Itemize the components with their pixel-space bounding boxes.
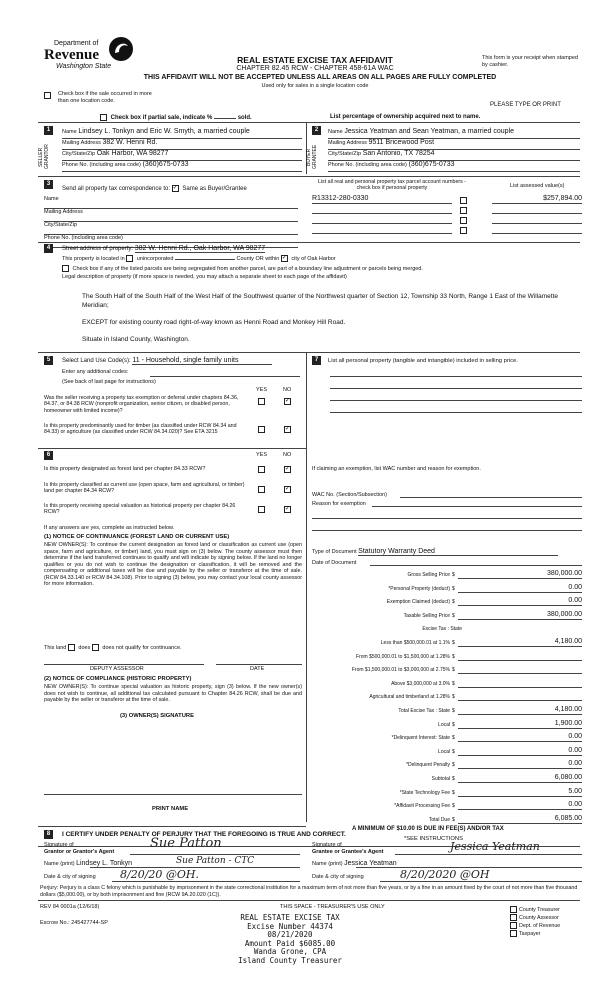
seller-city-label: City/State/Zip xyxy=(62,151,96,157)
segregated-row xyxy=(62,265,423,272)
assessed-header: List assessed value(s) xyxy=(510,183,565,189)
does-not-checkbox[interactable] xyxy=(92,644,99,651)
sec6-q2-yes-checkbox[interactable] xyxy=(258,486,265,493)
sec6-q2: Is this property classified as current use (open space, farm and agricultural, or timber) land per chapter 84.34 RCW? xyxy=(44,482,245,495)
notice1-text: NEW OWNER(S): To continue the current designation as forest land or classification as current use (open space, farm and agriculture, or timber) land, you must sign on (3) below. The county assessor must then determine if the land transferred continues to qualify and will indicate by signing below. If the land no longer qualifies or you do not wish to continue the designation or classification, it will be removed and the compensating or additional taxes will be due and payable by the seller or transferor at the time of sale. (RCW 84.33.140 or RCW 84.34.108). Prior to signing (3) below, you may contact your local county assessor for more information. xyxy=(44,542,302,587)
unincorporated-checkbox[interactable] xyxy=(126,255,133,262)
rev-number: REV 84 0001a (12/6/18) xyxy=(40,904,100,910)
minimum-due: A MINIMUM OF $10.00 IS DUE IN FEE(S) AND/OR TAX xyxy=(352,826,504,832)
tax-row xyxy=(310,720,582,729)
doc-date-label: Date of Document xyxy=(312,560,357,566)
notice1-title: (1) NOTICE OF CONTINUANCE (FOREST LAND OR CURRENT USE) xyxy=(44,534,230,540)
copy-assessor: County Assessor xyxy=(519,914,559,921)
treasurer-stamp xyxy=(190,914,390,965)
stamp-line-1: REAL ESTATE EXCISE TAX xyxy=(240,913,340,922)
sec6-q3: Is this property receiving special valuation as historical property per chapter 84.26 RCW? xyxy=(44,503,236,516)
tax-row-dollar: $ xyxy=(452,708,455,714)
seller-side-label: SELLER GRANTOR xyxy=(38,144,50,170)
tax-row-value[interactable]: 0.00 xyxy=(458,597,582,606)
assessed-value[interactable]: $257,894.00 xyxy=(492,195,582,204)
does-not-label: does not qualify for continuance. xyxy=(102,644,182,651)
sec5-q2-yes-checkbox[interactable] xyxy=(258,426,265,433)
owner-signature-label: (3) OWNER(S) SIGNATURE xyxy=(120,713,194,719)
exemption-label: If claiming an exemption, list WAC number and reason for exemption. xyxy=(312,466,481,472)
corr-name-label: Name xyxy=(44,196,59,202)
tax-row xyxy=(310,747,582,756)
grantee-date-city[interactable]: 8/20/2020 @OH xyxy=(400,868,490,881)
seller-name[interactable]: Lindsey L. Tonkyn and Eric W. Smyth, a married couple xyxy=(78,128,250,135)
grantor-sig-label-2: Grantor or Grantor's Agent xyxy=(44,849,115,855)
grantee-sig-label-2: Grantee or Grantee's Agent xyxy=(312,849,384,855)
tax-row-label: From $500,000.01 to $1,500,000 at 1.28% xyxy=(356,653,450,660)
grantee-name-label: Name (print) xyxy=(312,861,343,867)
tax-row-value[interactable] xyxy=(458,692,582,701)
ownership-note: List percentage of ownership acquired next to name. xyxy=(330,114,481,120)
land-qualify-label: This land xyxy=(44,644,67,651)
land-use-label: Select Land Use Code(s): xyxy=(62,358,131,364)
unincorporated-label: unincorporated xyxy=(136,255,174,262)
grantee-sig-label-1: Signature of xyxy=(312,842,342,848)
tax-row-label: *Personal Property (deduct) xyxy=(388,585,450,592)
notice2-text: NEW OWNER(S): To continue special valuation as historic property, sign (3) below. If the new owner(s) does not wish to continue, all additional tax calculated pursuant to Chapter 84.26 RCW, shall be due and payable by the seller or transferor at the time of sale. xyxy=(44,684,302,703)
grantor-sig-label-1: Signature of xyxy=(44,842,74,848)
additional-codes: Enter any additional codes: xyxy=(62,369,129,375)
legal-desc-3: Situate in Island County, Washington. xyxy=(82,336,190,343)
tax-row-value[interactable] xyxy=(458,652,582,661)
tax-row-value[interactable]: 5.00 xyxy=(458,788,582,797)
tax-row xyxy=(310,665,582,674)
section-1-number: 1 xyxy=(44,126,53,135)
logo-text-department: Department of xyxy=(54,40,99,47)
seller-city[interactable]: Oak Harbor, WA 98277 xyxy=(96,150,169,157)
tax-row xyxy=(310,679,582,688)
grantor-agent-name[interactable]: Sue Patton - CTC xyxy=(176,856,255,866)
tax-row-label: Taxable Selling Price xyxy=(403,612,450,619)
tax-row-dollar: $ xyxy=(452,735,455,742)
street-row xyxy=(62,245,265,252)
tax-row-value[interactable]: 0.00 xyxy=(458,747,582,756)
escrow-row xyxy=(40,920,108,926)
tax-row xyxy=(310,706,582,715)
tax-row-value[interactable]: 6,085.00 xyxy=(458,815,582,824)
city-of-label: city of Oak Harbor xyxy=(291,255,336,262)
tax-row xyxy=(310,733,582,742)
dor-logo xyxy=(40,36,140,72)
section-2-number: 2 xyxy=(312,126,321,135)
seller-phone[interactable]: (360)675-0733 xyxy=(142,161,189,168)
sec5-q1-no-checkbox[interactable] xyxy=(284,398,291,405)
copy-dor: Dept. of Revenue xyxy=(519,922,561,929)
buyer-city[interactable]: San Antonio, TX 78254 xyxy=(362,150,435,157)
street-label: Street address of property: xyxy=(62,246,134,252)
grantee-name[interactable]: Jessica Yeatman xyxy=(344,860,397,867)
multi-location-row xyxy=(44,91,154,105)
tax-row-dollar: $ xyxy=(452,612,455,619)
please-type: PLEASE TYPE OR PRINT xyxy=(490,102,561,108)
legal-desc-2: EXCEPT for existing county road right-of-way known as Henni Road and Monkey Hill Road. xyxy=(82,319,346,326)
if-yes-note: If any answers are yes, complete as instructed below. xyxy=(44,525,175,531)
tax-row-dollar: $ xyxy=(452,721,455,728)
buyer-phone[interactable]: (360)675-0733 xyxy=(408,161,455,168)
buyer-name[interactable]: Jessica Yeatman and Sean Yeatman, a married couple xyxy=(344,128,515,135)
grantee-signature-labels xyxy=(312,842,383,856)
partial-sale-label: Check box if partial sale, indicate % xyxy=(110,115,213,122)
parcel-4-checkbox[interactable] xyxy=(460,227,467,234)
sec5-q1: Was the seller receiving a property tax exemption or deferral under chapters 84.36, 84.37, or 84.38 RCW (nonprofit organization, senior citizen, or disabled person, homeowner with limited income)? xyxy=(44,395,239,414)
tax-row-dollar: $ xyxy=(452,667,455,674)
tax-row xyxy=(310,815,582,824)
land-use-code[interactable]: 11 - Household, single family units xyxy=(132,357,272,365)
tax-row-label: Exemption Claimed (deduct) xyxy=(386,599,450,606)
sec6-q3-yes-checkbox[interactable] xyxy=(258,506,265,513)
wac-label: WAC No. (Section/Subsection) xyxy=(312,492,387,498)
completion-warning: THIS AFFIDAVIT WILL NOT BE ACCEPTED UNLESS ALL AREAS ON ALL PAGES ARE FULLY COMPLETED xyxy=(143,74,497,81)
grantor-signature-labels xyxy=(44,842,114,856)
section-3-number: 3 xyxy=(44,180,53,189)
tax-row-dollar: $ xyxy=(452,803,455,810)
sec5-yes: YES xyxy=(256,387,268,393)
tax-row xyxy=(310,638,582,647)
tax-row-value[interactable]: 1,900.00 xyxy=(458,720,582,729)
single-location-note: Used only for sales in a single location code xyxy=(261,83,369,89)
copy-treasurer: County Treasurer xyxy=(519,906,560,913)
does-label: does xyxy=(78,644,91,651)
sec6-q1-no-checkbox[interactable] xyxy=(284,466,291,473)
same-as-buyer-label: Same as Buyer/Grantee xyxy=(182,186,247,193)
tax-row xyxy=(310,570,582,579)
section-7-number: 7 xyxy=(312,356,321,365)
stamp-line-5: Wanda Grone, CPA xyxy=(253,947,327,956)
tax-row-label: Less than $500,000.01 at 1.1% xyxy=(380,640,450,646)
notice2-title: (2) NOTICE OF COMPLIANCE (HISTORIC PROPERTY) xyxy=(44,676,192,682)
tax-row-label: Total Due xyxy=(428,816,450,823)
perjury-statement: Perjury: Perjury is a class C felony which is punishable by imprisonment in the state correctional institution for a maximum term of not more than five years, or by a fine in an amount fixed by the court of not more than five thousand dollars ($5,000.00), or by both imprisonment and fine (RCW 9A.20.020 (1C)). xyxy=(40,885,578,898)
corr-city-label: City/State/Zip xyxy=(44,222,78,228)
sec6-no: NO xyxy=(283,452,292,458)
same-as-buyer-checkbox[interactable] xyxy=(172,185,179,192)
tax-row xyxy=(310,611,582,620)
certify-statement: I CERTIFY UNDER PENALTY OF PERJURY THAT THE FOREGOING IS TRUE AND CORRECT. xyxy=(62,831,346,838)
tax-row-value[interactable]: 0.00 xyxy=(458,584,582,593)
tax-row-dollar: $ xyxy=(452,680,455,687)
tax-row xyxy=(310,652,582,661)
tax-row xyxy=(310,774,582,783)
seller-block xyxy=(62,128,302,172)
tax-row-value[interactable]: 4,180.00 xyxy=(458,638,582,647)
stamp-line-2: Excise Number 44374 xyxy=(247,921,333,931)
segregated-label: Check box if any of the listed parcels are being segregated from another parcel, are part of a boundary line adjustment or parcels being merged. xyxy=(72,265,423,272)
corr-address-label: Mailing Address xyxy=(44,209,83,215)
copy-taxpayer-checkbox[interactable] xyxy=(510,930,517,937)
tax-row xyxy=(310,624,582,633)
grantee-signature[interactable]: Jessica Yeatman xyxy=(450,840,540,853)
tax-row xyxy=(310,597,582,606)
stamp-line-4: Amount Paid $6085.00 xyxy=(244,938,336,948)
tax-row-label: Agricultural and timberland at 1.28% xyxy=(369,694,450,701)
escrow-number: 245427744-SP xyxy=(71,920,108,926)
doc-type[interactable]: Statutory Warranty Deed xyxy=(358,548,558,556)
does-checkbox[interactable] xyxy=(68,644,75,651)
sec6-yes: YES xyxy=(256,452,268,458)
tax-row-dollar: $ xyxy=(452,762,455,769)
buyer-side-label: BUYER GRANTEE xyxy=(306,144,318,170)
buyer-phone-label: Phone No. (including area code) xyxy=(328,162,407,168)
grantee-date-label: Date & city of signing xyxy=(312,874,364,880)
reason-label: Reason for exemption xyxy=(312,501,366,507)
copy-distribution xyxy=(510,906,560,938)
logo-swirl-icon xyxy=(108,36,134,62)
tax-row-dollar: $ xyxy=(452,694,455,701)
parcel-personal-checkbox[interactable] xyxy=(460,197,467,204)
personal-property-label: List all personal property (tangible and intangible) included in selling price. xyxy=(328,358,518,364)
partial-sale-checkbox[interactable] xyxy=(100,114,107,121)
stamp-line-3: 08/21/2020 xyxy=(267,930,313,939)
doc-type-row xyxy=(312,548,558,556)
tax-row-dollar: $ xyxy=(452,776,455,782)
see-back: (See back of last page for instructions) xyxy=(62,379,156,385)
tax-row-label: Local xyxy=(438,721,450,728)
treasurer-use: THIS SPACE - TREASURER'S USE ONLY xyxy=(280,904,385,910)
escrow-label: Escrow No.: xyxy=(40,920,70,926)
sec5-q2-no-checkbox[interactable] xyxy=(284,426,291,433)
tax-row-label: *Affidavit Processing Fee xyxy=(394,803,450,810)
copy-dor-checkbox[interactable] xyxy=(510,922,517,929)
buyer-address[interactable]: 9511 Bricewood Post xyxy=(368,139,435,146)
logo-text-revenue: Revenue xyxy=(44,47,99,63)
parcel-list xyxy=(312,195,582,235)
tax-row xyxy=(310,692,582,701)
tax-row-dollar: $ xyxy=(452,816,455,823)
tax-row xyxy=(310,584,582,593)
section-8-number: 8 xyxy=(44,830,53,839)
send-correspondence xyxy=(62,185,247,192)
grantor-date-label: Date & city of signing xyxy=(44,874,96,880)
land-use-row xyxy=(62,357,272,365)
stamp-line-6: Island County Treasurer xyxy=(238,955,342,965)
correspondence-fields xyxy=(44,196,298,248)
tax-row-value[interactable]: 380,000.00 xyxy=(458,611,582,620)
buyer-address-label: Mailing Address xyxy=(328,140,367,146)
tax-row xyxy=(310,788,582,797)
send-correspondence-label: Send all property tax correspondence to: xyxy=(62,186,171,193)
tax-row-dollar: $ xyxy=(452,748,455,755)
tax-row-dollar: $ xyxy=(452,585,455,592)
receipt-note: This form is your receipt when stamped by cashier. xyxy=(482,55,578,68)
grantor-signature[interactable]: Sue Patton xyxy=(150,836,222,851)
street-address[interactable]: 382 W. Henni Rd., Oak Harbor, WA 98277 xyxy=(134,245,266,252)
deputy-date-label: DATE xyxy=(250,666,265,672)
grantor-date-city[interactable]: 8/20/20 @OH. xyxy=(120,868,200,881)
buyer-name-label: Name xyxy=(328,129,343,135)
tax-row-dollar: $ xyxy=(452,653,455,660)
tax-row-value[interactable] xyxy=(458,665,582,674)
tax-row-value[interactable]: 6,080.00 xyxy=(458,774,582,783)
form-subtitle: CHAPTER 82.45 RCW - CHAPTER 458-61A WAC xyxy=(236,65,394,72)
seller-address[interactable]: 382 W. Henni Rd. xyxy=(102,139,158,146)
parcel-2-checkbox[interactable] xyxy=(460,207,467,214)
parcel-header: List all real and personal property tax parcel account numbers - check box if personal property xyxy=(317,179,467,192)
sec6-q3-no-checkbox[interactable] xyxy=(284,506,291,513)
tax-row-label: *Delinquent Interest: State xyxy=(391,735,450,742)
city-checkbox[interactable] xyxy=(281,255,288,262)
located-label: This property is located in xyxy=(62,255,125,262)
tax-row-value[interactable]: 0.00 xyxy=(458,801,582,810)
tax-row-label: *State Technology Fee xyxy=(399,789,450,796)
parcel-3-checkbox[interactable] xyxy=(460,217,467,224)
section-6-number: 6 xyxy=(44,451,53,460)
segregated-checkbox[interactable] xyxy=(62,265,69,272)
seller-name-label: Name xyxy=(62,129,77,135)
tax-row-label: From $1,500,000.01 to $3,000,000 at 2.75% xyxy=(351,667,450,674)
tax-row-dollar: $ xyxy=(452,789,455,796)
tax-row-value[interactable]: 4,180.00 xyxy=(458,706,582,715)
tax-row-value[interactable]: 0.00 xyxy=(458,760,582,769)
tax-row-label: Excise Tax : State xyxy=(422,626,462,633)
tax-row-value[interactable] xyxy=(458,679,582,688)
form-title: REAL ESTATE EXCISE TAX AFFIDAVIT xyxy=(237,55,393,65)
tax-row-dollar: $ xyxy=(452,640,455,646)
section-5-number: 5 xyxy=(44,356,53,365)
logo-text-washington: Washington State xyxy=(56,63,112,70)
legal-label: Legal description of property (if more space is needed, you may attach a separate sheet to each page of the affidavit) xyxy=(62,274,347,280)
grantor-name[interactable]: Lindsey L. Tonkyn xyxy=(76,860,133,867)
seller-address-label: Mailing Address xyxy=(62,140,101,146)
seller-phone-label: Phone No. (including area code) xyxy=(62,162,141,168)
partial-sale-row xyxy=(100,114,252,121)
sold-label: sold. xyxy=(237,115,252,122)
multi-location-checkbox[interactable] xyxy=(44,92,51,99)
copy-taxpayer: Taxpayer xyxy=(519,930,541,937)
sec6-q1: Is this property designated as forest land per chapter 84.33 RCW? xyxy=(44,466,206,472)
tax-row-label: Above $3,000,000 at 3.0% xyxy=(391,680,450,687)
multi-location-label: Check box if the sale occurred in more than one location code. xyxy=(58,91,152,104)
deputy-assessor-label: DEPUTY ASSESSOR xyxy=(90,666,144,672)
corr-phone-label: Phone No. (including area code) xyxy=(44,235,123,241)
tax-row-value[interactable]: 380,000.00 xyxy=(458,570,582,579)
see-instructions: *SEE INSTRUCTIONS xyxy=(404,836,463,842)
tax-row-value[interactable]: 0.00 xyxy=(458,733,582,742)
doc-type-label: Type of Document xyxy=(312,549,357,555)
parcel-number[interactable]: R13312-280-0330 xyxy=(312,195,452,204)
tax-row-label: Total Excise Tax : State xyxy=(398,708,450,714)
sec5-no: NO xyxy=(283,387,292,393)
section-4-number: 4 xyxy=(44,244,53,253)
tax-row-label: *Delinquent Penalty xyxy=(406,762,450,769)
sec6-q1-yes-checkbox[interactable] xyxy=(258,466,265,473)
tax-row-label: Gross Selling Price xyxy=(407,572,450,578)
tax-row xyxy=(310,801,582,810)
print-name-label: PRINT NAME xyxy=(152,806,189,812)
county-or-label: County OR within xyxy=(236,255,280,262)
located-row xyxy=(62,255,336,262)
sec5-q2: Is this property predominantly used for timber (as classified under RCW 84.34 and 84.33) or agriculture (as classified under RCW 84.34.020)? See ETA 3215 xyxy=(44,423,237,436)
copy-assessor-checkbox[interactable] xyxy=(510,914,517,921)
tax-row-label: Local xyxy=(438,748,450,755)
buyer-city-label: City/State/Zip xyxy=(328,151,362,157)
legal-desc-1: The South Half of the South Half of the West Half of the Southwest quarter of the Northwest quarter of Section 12, Township 33 North, Range 1 East of the Willamette Meridian; xyxy=(82,293,558,309)
tax-row-label: Subtotal xyxy=(431,776,450,782)
sec6-q2-no-checkbox[interactable] xyxy=(284,486,291,493)
buyer-block xyxy=(328,128,580,172)
tax-row xyxy=(310,760,582,769)
copy-treasurer-checkbox[interactable] xyxy=(510,906,517,913)
tax-row-dollar: $ xyxy=(452,572,455,578)
grantor-name-label: Name (print) xyxy=(44,861,75,867)
sec5-q1-yes-checkbox[interactable] xyxy=(258,398,265,405)
tax-row-dollar: $ xyxy=(452,599,455,606)
land-qualify-row xyxy=(44,644,182,651)
